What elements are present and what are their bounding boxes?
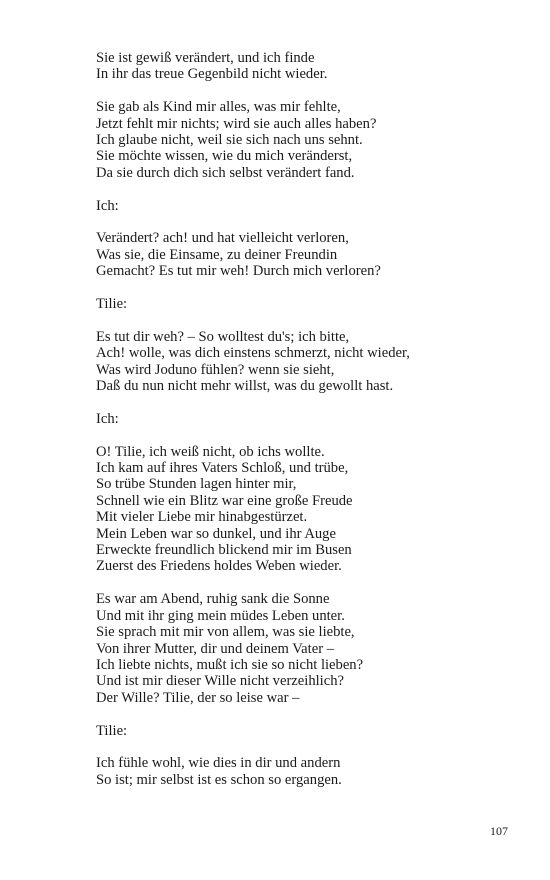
verse-line: In ihr das treue Gegenbild nicht wieder. xyxy=(96,66,328,83)
verse-line: Und mit ihr ging mein müdes Leben unter. xyxy=(96,607,345,624)
page-number: 107 xyxy=(490,824,508,838)
verse-line: So trübe Stunden lagen hinter mir, xyxy=(96,476,297,493)
verse-line: Erweckte freundlich blickend mir im Busen xyxy=(96,542,352,559)
verse-line: Von ihrer Mutter, dir und deinem Vater – xyxy=(96,640,335,657)
verse-line: O! Tilie, ich weiß nicht, ob ichs wollte. xyxy=(96,443,325,460)
speaker-label: Tilie: xyxy=(96,722,128,739)
stanza xyxy=(96,591,536,706)
speaker-label: Tilie: xyxy=(96,296,128,313)
verse-line: Zuerst des Friedens holdes Weben wieder. xyxy=(96,558,342,575)
stanza xyxy=(96,230,536,279)
verse-line: Der Wille? Tilie, der so leise war – xyxy=(96,689,300,706)
speaker-label: Ich: xyxy=(96,197,119,214)
verse-line: Und ist mir dieser Wille nicht verzeihlich? xyxy=(96,673,344,690)
stanza xyxy=(96,329,536,395)
verse-line: Schnell wie ein Blitz war eine große Freude xyxy=(96,492,353,509)
verse-line: Sie gab als Kind mir alles, was mir fehlte, xyxy=(96,99,341,116)
verse-line: Was wird Joduno fühlen? wenn sie sieht, xyxy=(96,361,335,378)
stanza xyxy=(96,50,536,83)
verse-line: Sie sprach mit mir von allem, was sie liebte, xyxy=(96,624,355,641)
poem-text xyxy=(96,50,536,788)
verse-line: Es war am Abend, ruhig sank die Sonne xyxy=(96,591,330,608)
verse-line: Verändert? ach! und hat vielleicht verloren, xyxy=(96,230,349,247)
verse-line: Es tut dir weh? – So wolltest du's; ich bitte, xyxy=(96,328,350,345)
verse-line: Ach! wolle, was dich einstens schmerzt, nicht wieder, xyxy=(96,345,410,362)
verse-line: Sie möchte wissen, wie du mich veränderst, xyxy=(96,148,353,165)
verse-line: Ich glaube nicht, weil sie sich nach uns sehnt. xyxy=(96,132,363,149)
stanza xyxy=(96,444,536,575)
stanza xyxy=(96,755,536,788)
verse-line: Was sie, die Einsame, zu deiner Freundin xyxy=(96,246,338,263)
verse-line: Ich kam auf ihres Vaters Schloß, und trübe, xyxy=(96,460,349,477)
verse-line: Sie ist gewiß verändert, und ich finde xyxy=(96,50,315,66)
stanza xyxy=(96,99,536,181)
verse-line: Mit vieler Liebe mir hinabgestürzet. xyxy=(96,509,308,526)
verse-line: Ich fühle wohl, wie dies in dir und andern xyxy=(96,755,341,772)
verse-line: Daß du nun nicht mehr willst, was du gewollt hast. xyxy=(96,378,394,395)
verse-line: Da sie durch dich sich selbst verändert fand. xyxy=(96,164,355,181)
verse-line: Gemacht? Es tut mir weh! Durch mich verloren? xyxy=(96,263,381,280)
verse-line: Mein Leben war so dunkel, und ihr Auge xyxy=(96,525,336,542)
verse-line: So ist; mir selbst ist es schon so ergangen. xyxy=(96,771,342,788)
verse-line: Jetzt fehlt mir nichts; wird sie auch alles haben? xyxy=(96,115,377,132)
verse-line: Ich liebte nichts, mußt ich sie so nicht lieben? xyxy=(96,656,364,673)
speaker-label: Ich: xyxy=(96,410,119,427)
